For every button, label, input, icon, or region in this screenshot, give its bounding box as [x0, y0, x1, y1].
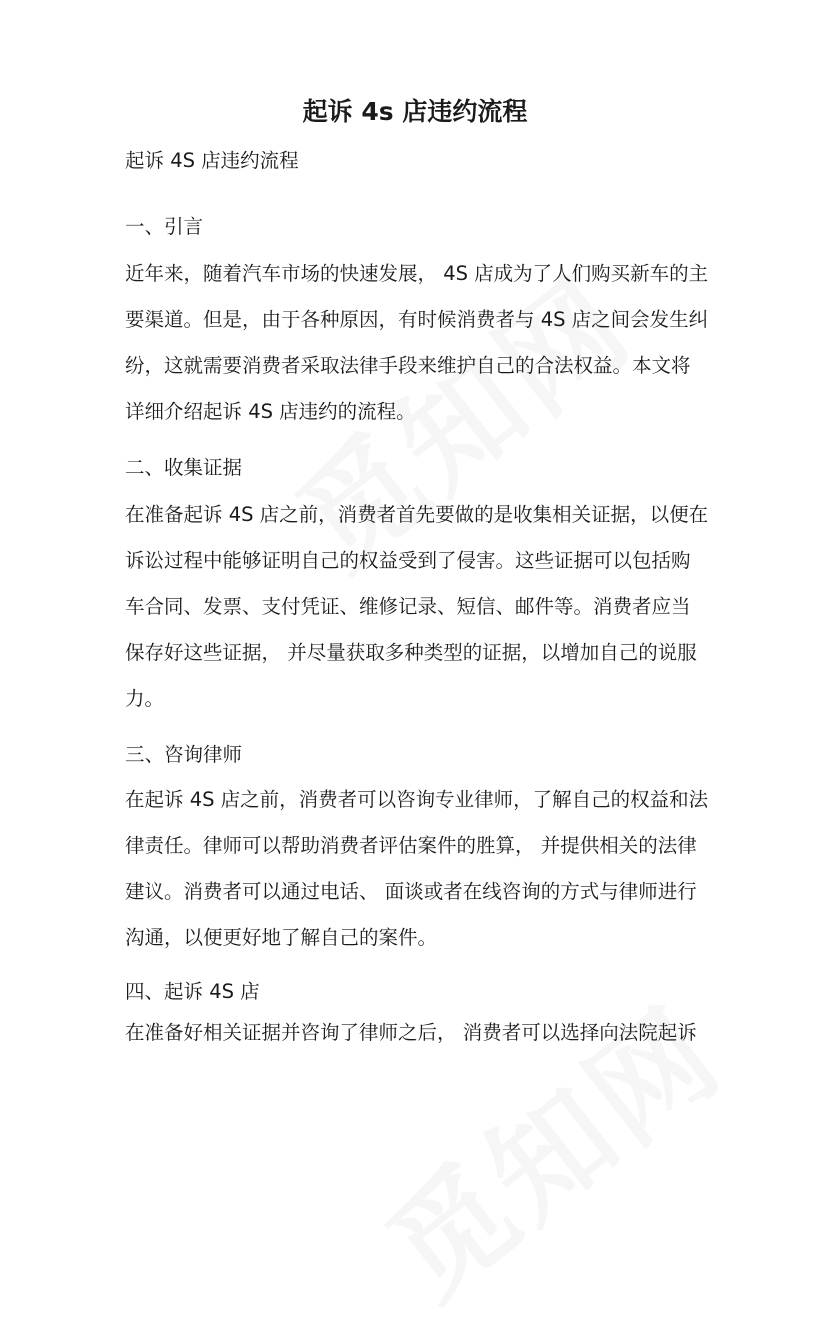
paragraph-line: 建议。消费者可以通过电话、 面谈或者在线咨询的方式与律师进行	[125, 880, 697, 903]
paragraph-line: 车合同、发票、支付凭证、维修记录、短信、邮件等。消费者应当	[125, 595, 691, 618]
section-heading-evidence: 二、收集证据	[125, 456, 243, 479]
document-title: 起诉 4s 店违约流程	[302, 97, 528, 126]
paragraph-line: 详细介绍起诉 4S 店违约的流程。	[125, 400, 416, 423]
paragraph-line: 诉讼过程中能够证明自己的权益受到了侵害。这些证据可以包括购	[125, 549, 691, 572]
paragraph-line: 在准备起诉 4S 店之前，消费者首先要做的是收集相关证据，以便在	[125, 503, 709, 526]
section-heading-lawyer: 三、咨询律师	[125, 743, 243, 766]
paragraph-line: 保存好这些证据， 并尽量获取多种类型的证据，以增加自己的说服	[125, 641, 697, 664]
document-subtitle: 起诉 4S 店违约流程	[125, 149, 299, 172]
paragraph-line: 要渠道。但是，由于各种原因，有时候消费者与 4S 店之间会发生纠	[125, 308, 709, 331]
paragraph-line: 在起诉 4S 店之前，消费者可以咨询专业律师，了解自己的权益和法	[125, 788, 709, 811]
paragraph-line: 力。	[125, 687, 165, 710]
section-heading-sue: 四、起诉 4S 店	[125, 980, 260, 1003]
paragraph-line: 在准备好相关证据并咨询了律师之后， 消费者可以选择向法院起诉	[125, 1021, 697, 1044]
paragraph-line: 沟通，以便更好地了解自己的案件。	[125, 926, 438, 949]
paragraph-line: 近年来，随着汽车市场的快速发展， 4S 店成为了人们购买新车的主	[125, 262, 709, 285]
paragraph-line: 律责任。律师可以帮助消费者评估案件的胜算， 并提供相关的法律	[125, 834, 697, 857]
watermark	[347, 962, 751, 1330]
paragraph-line: 纷，这就需要消费者采取法律手段来维护自己的合法权益。本文将	[125, 354, 691, 377]
section-heading-intro: 一、引言	[125, 215, 204, 238]
